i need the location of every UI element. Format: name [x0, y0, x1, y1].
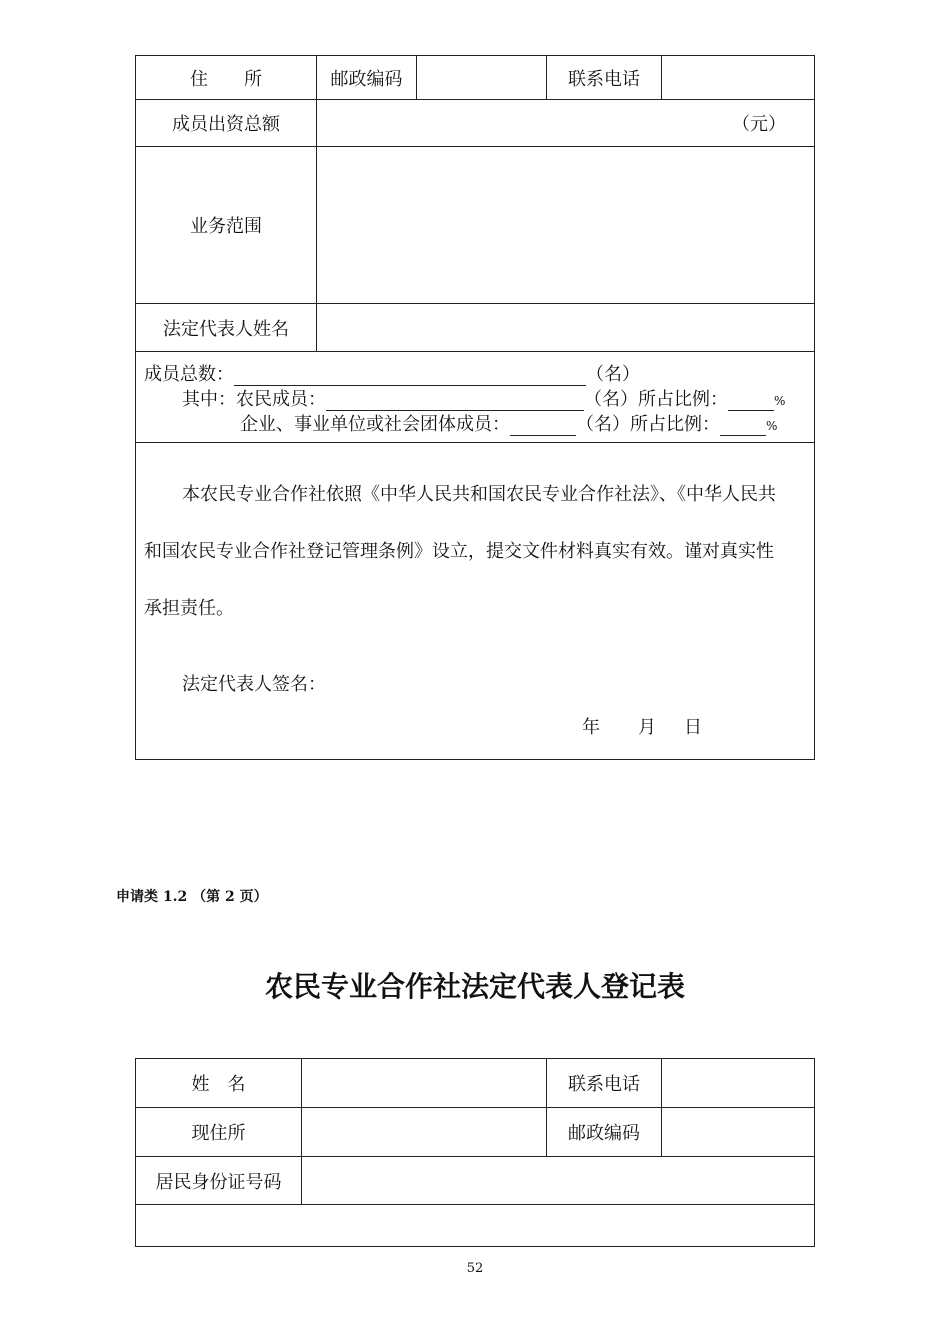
capital-unit: （元）: [732, 114, 786, 135]
business-scope-label: 业务范围: [135, 146, 317, 304]
current-address-field[interactable]: [301, 1107, 547, 1157]
name-field[interactable]: [301, 1058, 547, 1108]
name-label: 姓 名: [135, 1058, 302, 1108]
declaration-text: 本农民专业合作社依照《中华人民共和国农民专业合作社法》、《中华人民共 和国农民专业合作社登记管理条例》设立，提交文件材料真实有效。谨对真实性 承担责任。: [144, 484, 776, 619]
members-total-field[interactable]: [234, 367, 586, 386]
legal-rep-field[interactable]: [316, 303, 815, 352]
capital-label: 成员出资总额: [135, 99, 317, 147]
org-members-line: 企业、事业单位或社会团体成员： （名）所占比例： %: [240, 414, 778, 435]
farmer-ratio-field[interactable]: [728, 392, 774, 411]
rep-phone-field[interactable]: [661, 1058, 815, 1108]
page-number: 52: [466, 1261, 484, 1276]
postal-label: 邮政编码: [316, 55, 417, 100]
address-label: 住 所: [135, 55, 317, 100]
rep-phone-label: 联系电话: [546, 1058, 662, 1108]
current-address-label: 现住所: [135, 1107, 302, 1157]
date-line: 年 月 日: [582, 717, 702, 738]
section-tag: 申请类 1.2 （第 2 页）: [116, 889, 268, 905]
id-number-field[interactable]: [301, 1156, 815, 1205]
signature-field[interactable]: [330, 664, 630, 694]
legal-rep-label: 法定代表人姓名: [135, 303, 317, 352]
blank-row: [135, 1204, 815, 1247]
farmer-members-line: 其中：农民成员： （名）所占比例： %: [182, 389, 786, 410]
org-members-field[interactable]: [510, 417, 576, 436]
farmer-members-field[interactable]: [326, 392, 584, 411]
phone-field[interactable]: [661, 55, 815, 100]
org-ratio-field[interactable]: [720, 417, 766, 436]
id-number-label: 居民身份证号码: [135, 1156, 302, 1205]
business-scope-field[interactable]: [316, 146, 815, 304]
capital-field[interactable]: [316, 99, 815, 147]
rep-postal-field[interactable]: [661, 1107, 815, 1157]
rep-postal-label: 邮政编码: [546, 1107, 662, 1157]
phone-label: 联系电话: [546, 55, 662, 100]
form2-title: 农民专业合作社法定代表人登记表: [264, 970, 685, 1003]
postal-code-field[interactable]: [416, 55, 547, 100]
members-total-line: 成员总数： （名）: [144, 364, 640, 385]
signature-label: 法定代表人签名：: [182, 674, 326, 695]
